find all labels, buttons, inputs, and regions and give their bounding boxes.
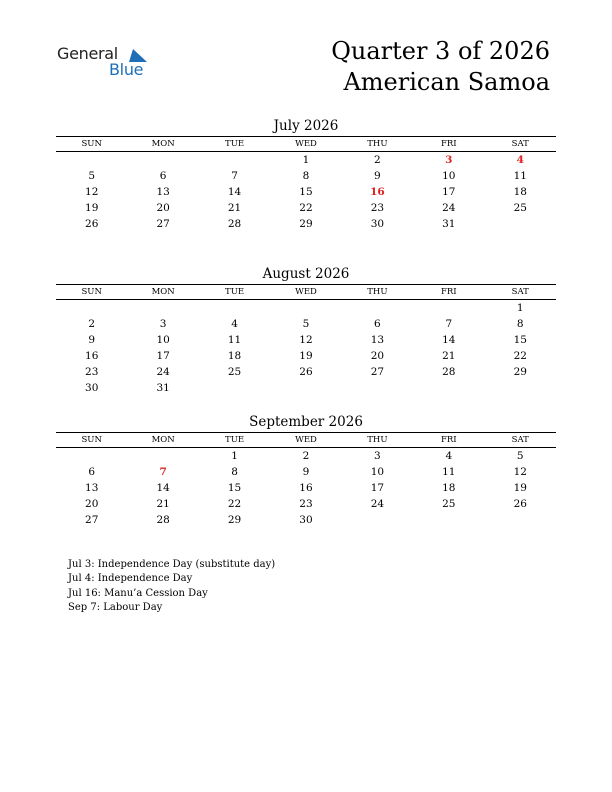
month-title: July 2026 [273,118,339,134]
day-cell: 10 [370,466,385,478]
day-cell: 30 [299,514,313,526]
day-cell: 11 [442,466,456,478]
day-cell: 31 [156,382,170,394]
day-cell: 4 [445,450,453,462]
day-cell: 11 [513,170,527,182]
day-cell: 21 [442,350,456,362]
day-cell: 30 [85,382,99,394]
weekday-label: FRI [413,137,484,152]
day-cell: 14 [442,334,456,346]
empty-day-cell [342,300,413,317]
day-cell: 21 [156,498,170,510]
weekday-label: SAT [485,285,556,300]
day-cell: 15 [513,334,527,346]
day-cell: 5 [88,170,96,182]
week-row [56,200,556,216]
empty-day-cell [199,380,270,396]
day-cell: 13 [156,186,170,198]
day-cell: 29 [299,218,313,230]
logo [57,44,157,84]
day-cell: 9 [374,170,381,182]
day-cell: 10 [156,334,170,346]
empty-day-cell [56,448,127,465]
day-cell: 18 [442,482,456,494]
weekday-label: SUN [56,433,127,448]
day-cell: 24 [442,202,456,214]
holiday-notes [68,558,275,615]
day-cell: 27 [156,218,170,230]
empty-day-cell [270,380,341,396]
holiday-day-cell: 3 [445,154,453,166]
day-cell: 28 [442,366,456,378]
week-row [56,448,556,465]
day-cell: 28 [156,514,170,526]
day-cell: 20 [370,350,385,362]
logo-word-blue: Blue [109,60,144,79]
day-cell: 23 [370,202,385,214]
empty-day-cell [342,512,413,528]
day-cell: 22 [299,202,313,214]
day-cell: 5 [516,450,524,462]
weekday-label: MON [127,433,198,448]
holiday-note: Jul 4: Independence Day [68,573,193,585]
week-row [56,152,556,169]
day-cell: 25 [513,202,527,214]
day-cell: 18 [227,350,242,362]
day-cell: 20 [85,498,99,510]
logo-word-general: General [57,44,118,63]
empty-day-cell [485,380,556,396]
day-cell: 11 [227,334,242,346]
day-cell: 6 [159,170,167,182]
week-row [56,380,556,396]
weekday-header-row [56,137,556,152]
holiday-day-cell: 4 [516,154,524,166]
day-cell: 12 [85,186,99,198]
day-cell: 22 [513,350,527,362]
empty-day-cell [56,300,127,317]
day-cell: 28 [227,218,242,230]
day-cell: 2 [302,450,310,462]
day-cell: 17 [156,350,170,362]
day-cell: 3 [374,450,381,462]
holiday-day-cell: 16 [370,186,385,198]
empty-day-cell [342,380,413,396]
day-cell: 1 [302,154,310,166]
day-cell: 18 [513,186,527,198]
day-cell: 17 [370,482,385,494]
day-cell: 22 [227,498,242,510]
title-quarter: Quarter 3 of 2026 [331,37,550,65]
weekday-label: TUE [199,433,270,448]
holiday-note: Jul 16: Manu’a Cession Day [68,587,208,599]
holiday-note: Jul 3: Independence Day (substitute day) [68,559,276,570]
day-cell: 7 [445,318,453,330]
day-cell: 2 [374,154,381,166]
day-cell: 7 [231,170,238,182]
holiday-day-cell: 7 [159,466,167,478]
empty-day-cell [413,380,484,396]
day-cell: 14 [227,186,242,198]
weekday-label: WED [270,137,341,152]
day-cell: 31 [442,218,456,230]
page-title [331,36,550,98]
day-cell: 6 [88,466,96,478]
day-cell: 27 [370,366,385,378]
weekday-label: THU [342,433,413,448]
title-country: American Samoa [343,68,550,96]
week-row [56,512,556,528]
weekday-label: FRI [413,433,484,448]
day-cell: 3 [159,318,167,330]
day-cell: 29 [227,514,242,526]
day-cell: 19 [85,202,99,214]
day-cell: 1 [516,302,524,314]
day-cell: 21 [227,202,242,214]
week-row [56,496,556,512]
day-cell: 8 [231,466,238,478]
month-title: September 2026 [249,414,363,430]
month-grid [56,432,556,528]
day-cell: 17 [442,186,456,198]
month-block [56,412,556,528]
weekday-label: TUE [199,285,270,300]
empty-day-cell [127,300,198,317]
weekday-label: SAT [485,137,556,152]
month-block [56,116,556,232]
day-cell: 20 [156,202,170,214]
empty-day-cell [413,512,484,528]
month-block [56,264,556,396]
empty-day-cell [127,448,198,465]
holiday-note: Sep 7: Labour Day [68,601,163,613]
week-row [56,216,556,232]
week-row [56,300,556,317]
day-cell: 9 [88,334,96,346]
weekday-label: SUN [56,137,127,152]
day-cell: 24 [370,498,385,510]
day-cell: 10 [442,170,456,182]
empty-day-cell [485,512,556,528]
weekday-label: SAT [485,433,556,448]
weekday-label: THU [342,285,413,300]
weekday-label: WED [270,285,341,300]
day-cell: 19 [299,350,313,362]
day-cell: 16 [299,482,313,494]
day-cell: 27 [85,514,99,526]
empty-day-cell [413,300,484,317]
day-cell: 1 [231,450,238,462]
day-cell: 25 [442,498,456,510]
day-cell: 8 [302,170,310,182]
weekday-label: TUE [199,137,270,152]
day-cell: 4 [231,318,238,330]
day-cell: 9 [302,466,310,478]
day-cell: 12 [513,466,527,478]
empty-day-cell [270,300,341,317]
week-row [56,364,556,380]
day-cell: 24 [156,366,170,378]
weekday-header-row [56,433,556,448]
empty-day-cell [199,300,270,317]
day-cell: 6 [374,318,381,330]
week-row [56,332,556,348]
week-row [56,348,556,364]
month-title: August 2026 [262,266,350,282]
week-row [56,184,556,200]
day-cell: 5 [302,318,310,330]
week-row [56,480,556,496]
month-grid [56,136,556,232]
day-cell: 29 [513,366,527,378]
day-cell: 26 [85,218,99,230]
week-row [56,168,556,184]
day-cell: 23 [299,498,313,510]
day-cell: 8 [516,318,524,330]
weekday-label: FRI [413,285,484,300]
day-cell: 26 [513,498,527,510]
empty-day-cell [199,152,270,169]
weekday-label: THU [342,137,413,152]
empty-day-cell [56,152,127,169]
week-row [56,464,556,480]
day-cell: 15 [299,186,313,198]
day-cell: 14 [156,482,170,494]
day-cell: 30 [370,218,385,230]
weekday-label: MON [127,285,198,300]
empty-day-cell [485,216,556,232]
day-cell: 25 [227,366,242,378]
day-cell: 15 [227,482,242,494]
week-row [56,316,556,332]
weekday-header-row [56,285,556,300]
weekday-label: WED [270,433,341,448]
day-cell: 16 [85,350,99,362]
weekday-label: MON [127,137,198,152]
day-cell: 13 [85,482,99,494]
empty-day-cell [127,152,198,169]
day-cell: 23 [85,366,99,378]
day-cell: 13 [370,334,385,346]
day-cell: 12 [299,334,313,346]
day-cell: 19 [513,482,527,494]
day-cell: 26 [299,366,313,378]
month-grid [56,284,556,396]
day-cell: 2 [88,318,96,330]
weekday-label: SUN [56,285,127,300]
